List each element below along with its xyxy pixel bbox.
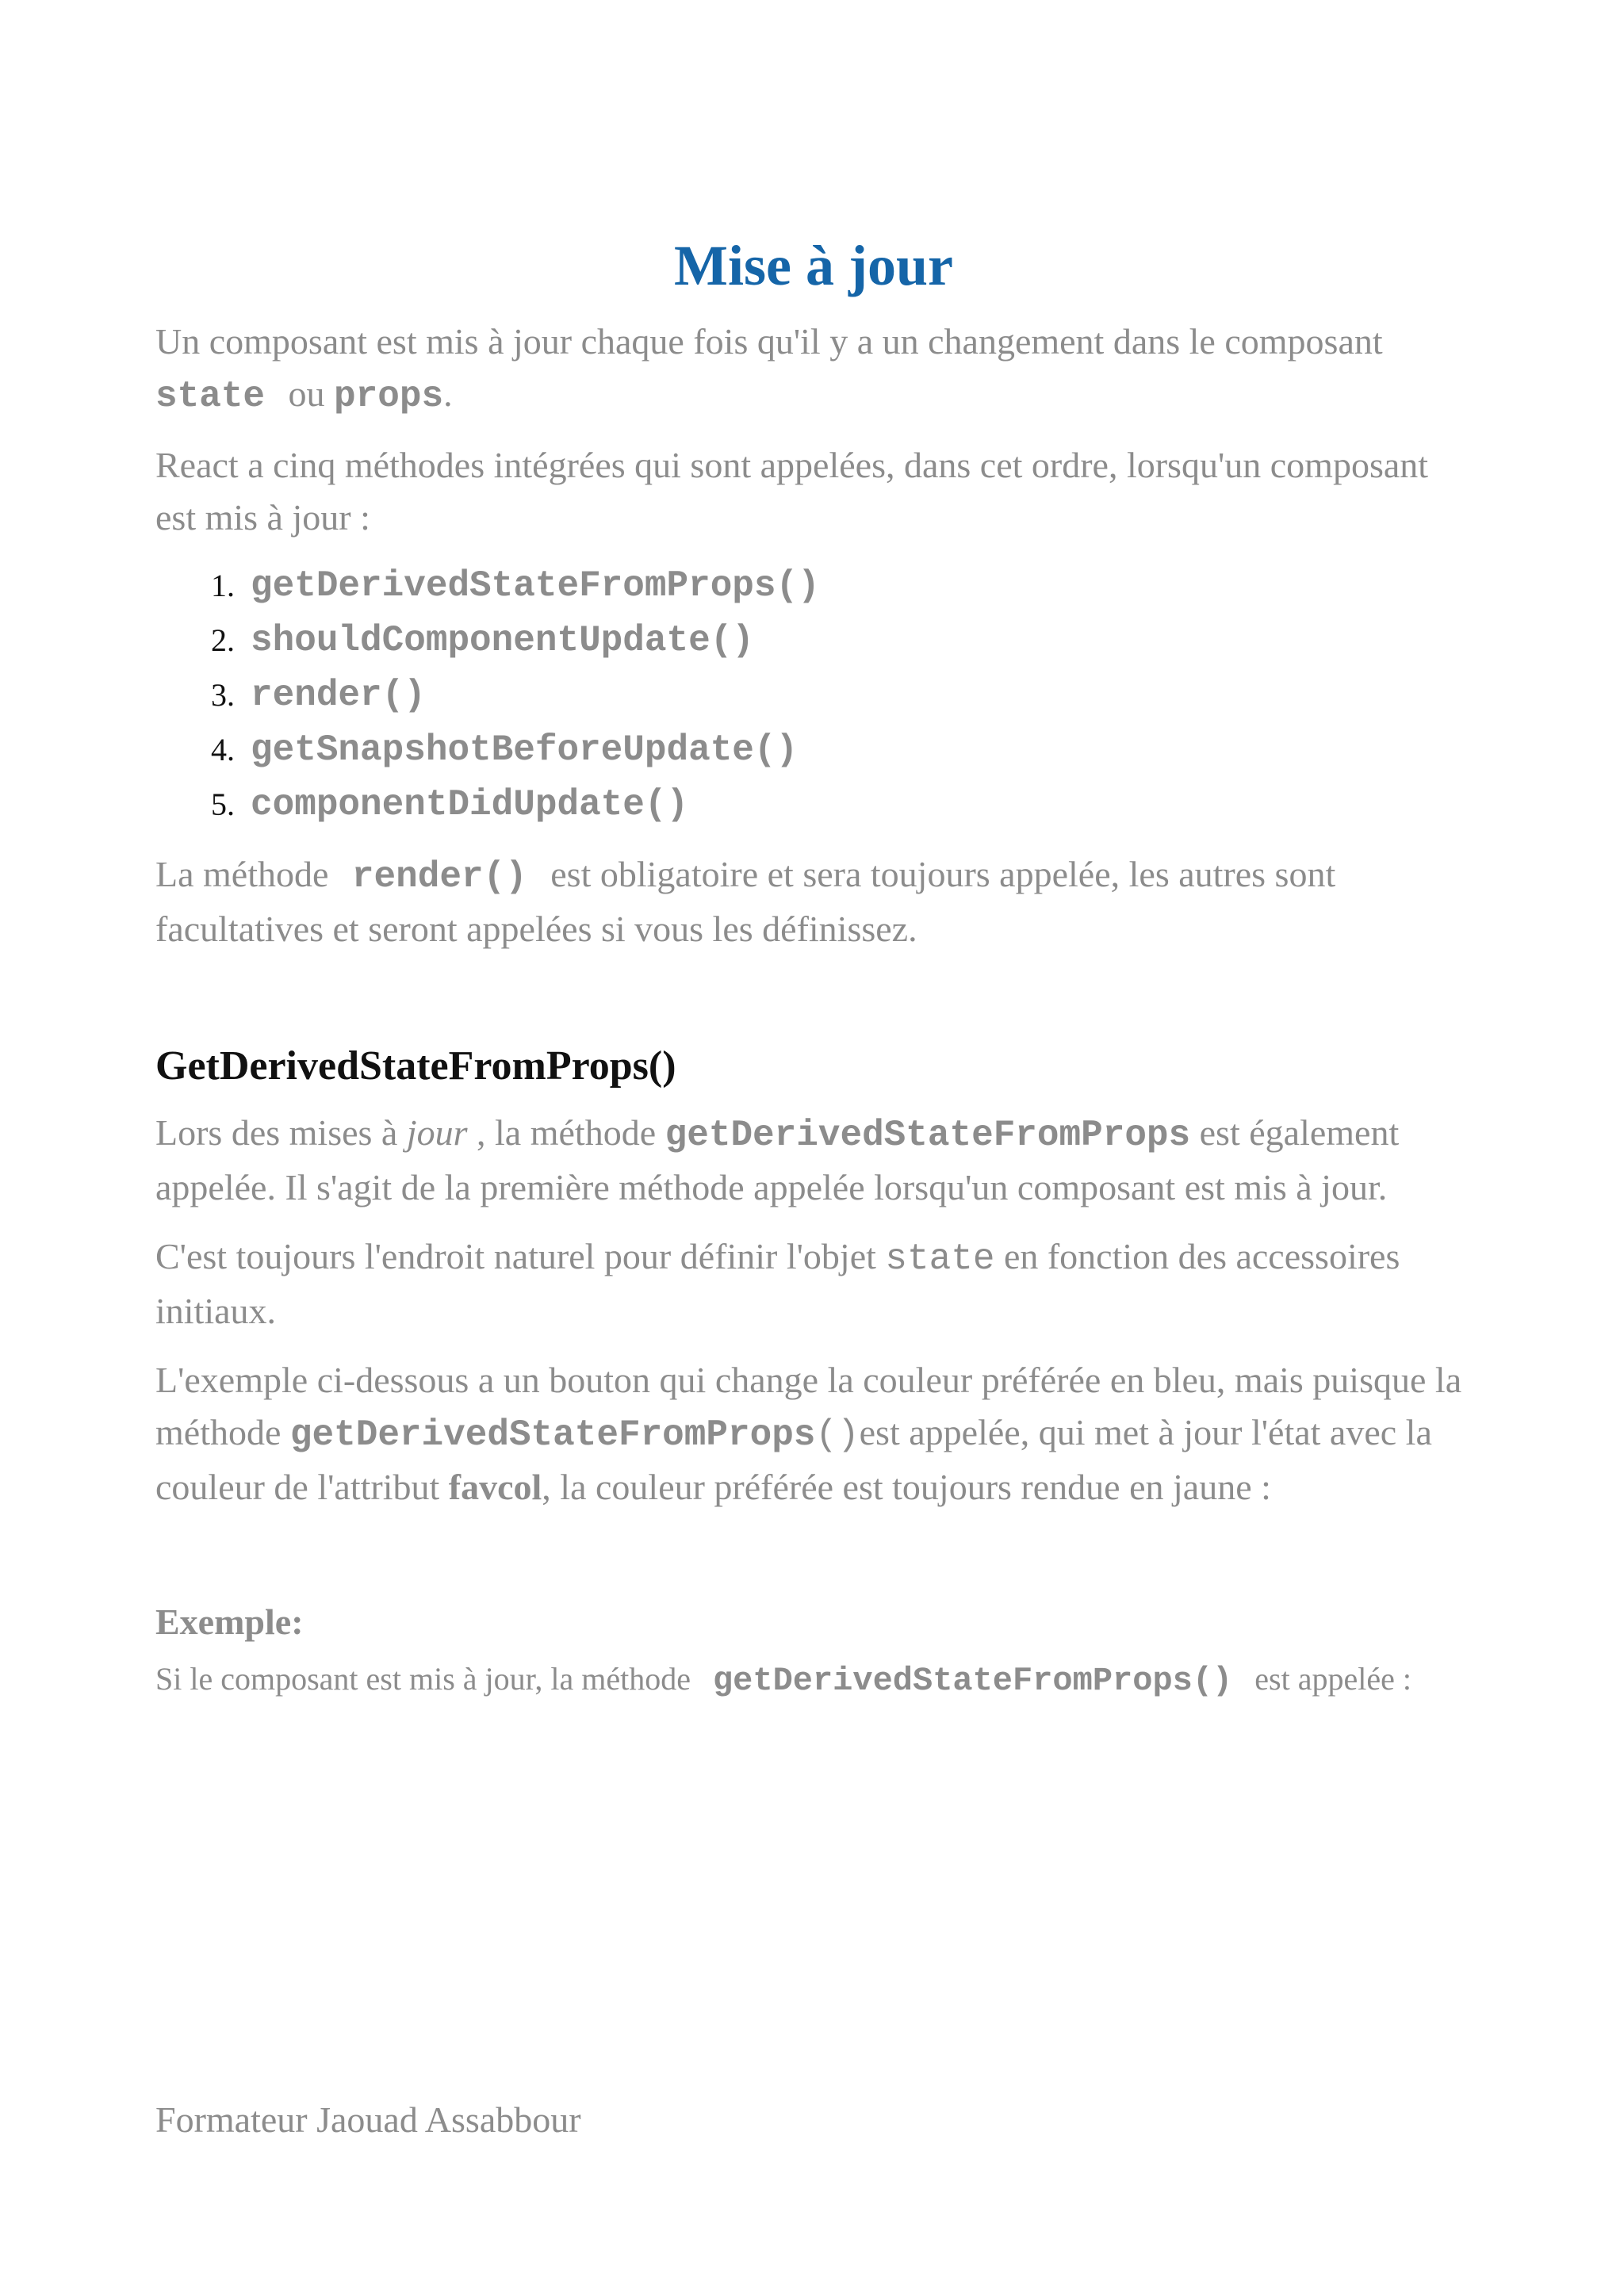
section-p1-italic: jour	[406, 1112, 468, 1153]
intro-text: Un composant est mis à jour chaque fois qu'il y a un changement dans le composant	[155, 321, 1383, 362]
code-render: render()	[351, 856, 527, 897]
favcol-bold: favcol	[448, 1467, 542, 1507]
section-paragraph-1	[155, 1107, 1472, 1214]
code-parens: ()	[815, 1414, 860, 1456]
code-state: state	[155, 376, 266, 417]
list-item-number: 2.	[211, 622, 235, 658]
list-item	[155, 668, 820, 722]
section-p1-text-before: Lors des mises à	[155, 1112, 398, 1153]
section-p2-text-after: en fonction des accessoires initiaux.	[155, 1236, 1400, 1331]
render-note-text-after: est obligatoire et sera toujours appelée, les autres sont facultatives et seront appelées si vous les définissez.	[155, 854, 1336, 949]
list-item-method: getSnapshotBeforeUpdate()	[251, 729, 799, 771]
list-item	[155, 613, 820, 668]
section-p3-text-after: , la couleur préférée est toujours rendue en jaune :	[542, 1467, 1271, 1507]
section-p3-text-before: L'exemple ci-dessous a un bouton qui change la couleur préférée en bleu, mais puisque la méthode	[155, 1360, 1462, 1452]
code-getderivedstatefromprops-2: getDerivedStateFromProps	[289, 1414, 816, 1456]
intro-or-text: ou	[288, 373, 325, 414]
list-item-method: getDerivedStateFromProps()	[251, 564, 820, 607]
list-item	[155, 777, 820, 832]
list-item-number: 4.	[211, 732, 235, 767]
methods-list	[155, 558, 820, 832]
list-item-number: 3.	[211, 677, 235, 713]
list-item-number: 1.	[211, 568, 235, 603]
methods-intro-paragraph: React a cinq méthodes intégrées qui sont appelées, dans cet ordre, lorsqu'un composant est mis à jour :	[155, 445, 1429, 538]
intro-end: .	[443, 373, 453, 414]
example-label: Exemple:	[155, 1601, 304, 1642]
section-p2-text-before: C'est toujours l'endroit naturel pour définir l'objet	[155, 1236, 876, 1276]
intro-paragraph	[155, 316, 1472, 423]
list-item	[155, 722, 820, 777]
code-props: props	[334, 376, 444, 417]
list-item-method: componentDidUpdate()	[251, 783, 689, 825]
section-p3-text-mid: est appelée, qui met à jour l'état avec la couleur de l'attribut	[155, 1412, 1432, 1507]
section-heading: GetDerivedStateFromProps()	[155, 1043, 676, 1089]
section-p1-text-after: est également appelée. Il s'agit de la première méthode appelée lorsqu'un composant est mis à jour.	[155, 1112, 1400, 1207]
section-p1-text-mid: , la méthode	[477, 1112, 657, 1153]
example-text-before: Si le composant est mis à jour, la méthode	[155, 1661, 691, 1697]
render-note-paragraph	[155, 848, 1472, 955]
section-paragraph-2	[155, 1230, 1472, 1337]
page-title: Mise à jour	[674, 234, 953, 297]
list-item-method: render()	[251, 674, 426, 716]
example-description	[155, 1657, 1411, 1703]
list-item	[155, 558, 820, 613]
code-state-inline: state	[885, 1238, 995, 1280]
list-item-method: shouldComponentUpdate()	[251, 619, 754, 661]
code-example-method: getDerivedStateFromProps()	[712, 1662, 1233, 1700]
example-text-after: est appelée :	[1254, 1661, 1411, 1697]
code-getderivedstatefromprops: getDerivedStateFromProps	[665, 1115, 1191, 1156]
footer-author: Formateur Jaouad Assabbour	[155, 2099, 581, 2140]
render-note-text-before: La méthode	[155, 854, 329, 894]
section-paragraph-3	[155, 1354, 1472, 1513]
list-item-number: 5.	[211, 786, 235, 822]
